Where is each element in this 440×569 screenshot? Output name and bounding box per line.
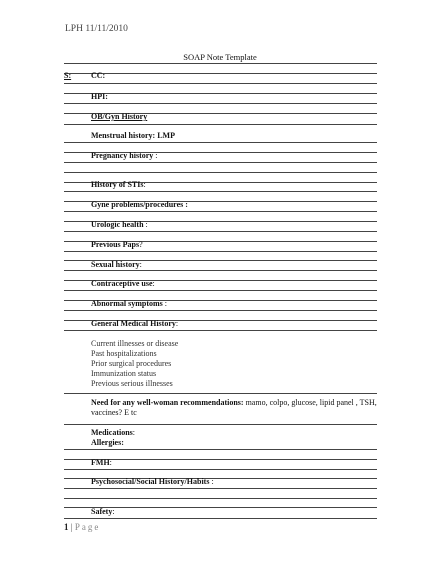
rule xyxy=(64,191,377,192)
section-marker-subjective: S: xyxy=(64,71,72,80)
field-contraceptive-use xyxy=(91,279,155,289)
document-header: LPH 11/11/2010 xyxy=(65,24,128,34)
field-label: Need for any well-woman recommendations: xyxy=(91,398,244,407)
field-label: Psychosocial/Social History/Habits xyxy=(91,477,210,486)
rule xyxy=(64,63,377,64)
field-label: Menstrual history: LMP xyxy=(91,131,175,140)
rule xyxy=(64,270,377,271)
list-item: Current illnesses or disease xyxy=(91,339,179,348)
field-label: OB/Gyn History xyxy=(91,112,148,121)
field-label: General Medical History xyxy=(91,319,176,328)
document-title: SOAP Note Template xyxy=(183,52,257,62)
rule xyxy=(64,83,377,84)
field-label: CC: xyxy=(91,71,106,80)
rule xyxy=(64,211,377,212)
field-psychosocial-history xyxy=(91,477,214,487)
field-label: Medications xyxy=(91,428,133,437)
field-label: Safety xyxy=(91,507,113,516)
rule xyxy=(64,498,377,499)
field-previous-paps xyxy=(91,240,143,250)
rule xyxy=(64,73,377,74)
field-well-woman-recommendations xyxy=(91,398,381,418)
field-suffix: : xyxy=(132,428,136,437)
field-urologic-health xyxy=(91,220,148,230)
list-item: Previous serious illnesses xyxy=(91,379,173,388)
field-suffix: : xyxy=(139,260,142,269)
rule xyxy=(64,310,377,311)
rule xyxy=(64,93,377,94)
field-sexual-history xyxy=(91,260,142,270)
field-allergies xyxy=(91,438,124,448)
page-separator: | xyxy=(68,522,75,532)
rule xyxy=(64,231,377,232)
rule xyxy=(64,124,377,125)
page-footer xyxy=(64,522,100,532)
rule xyxy=(64,103,377,104)
rule xyxy=(64,290,377,291)
field-suffix: : xyxy=(109,458,112,467)
field-label: Abnormal symptoms xyxy=(91,299,163,308)
field-hpi xyxy=(91,92,108,102)
rule xyxy=(64,330,377,331)
field-safety xyxy=(91,507,115,517)
rule xyxy=(64,172,377,173)
rule xyxy=(64,449,377,450)
field-label: HPI: xyxy=(91,92,108,101)
list-item: Prior surgical procedures xyxy=(91,359,172,368)
rule xyxy=(64,518,377,519)
field-value: mamo, colpo, glucose, lipid panel , TSH, vaccines? E tc xyxy=(91,398,377,417)
field-suffix: : xyxy=(143,220,148,229)
field-label: Sexual history xyxy=(91,260,140,269)
field-medications xyxy=(91,428,135,438)
page-number: 1 xyxy=(64,522,69,532)
field-menstrual-history xyxy=(91,131,175,141)
rule xyxy=(64,469,377,470)
field-label: Urologic health xyxy=(91,220,144,229)
field-suffix: : xyxy=(143,180,146,189)
field-label: Allergies: xyxy=(91,438,124,447)
field-suffix: : xyxy=(152,279,155,288)
rule xyxy=(64,142,377,143)
field-label: Gyne problems/procedures : xyxy=(91,200,188,209)
field-label: History of STIs xyxy=(91,180,144,189)
rule xyxy=(64,251,377,252)
field-suffix: ? xyxy=(139,240,143,249)
field-suffix: : xyxy=(209,477,214,486)
field-suffix: : xyxy=(112,507,115,516)
field-general-medical-history xyxy=(91,319,178,329)
field-fmh xyxy=(91,458,112,468)
field-gyne-problems xyxy=(91,200,188,210)
page-word: Page xyxy=(74,522,101,532)
field-suffix: : xyxy=(153,151,158,160)
list-item: Past hospitalizations xyxy=(91,349,157,358)
rule xyxy=(64,162,377,163)
field-obgyn-history xyxy=(91,112,147,122)
field-cc xyxy=(91,71,105,81)
field-label: Contraceptive use xyxy=(91,279,153,288)
list-item: Immunization status xyxy=(91,369,157,378)
field-pregnancy-history xyxy=(91,151,158,161)
rule xyxy=(64,424,377,425)
field-label: FMH xyxy=(91,458,110,467)
field-label: Pregnancy history xyxy=(91,151,154,160)
rule xyxy=(64,393,377,394)
field-abnormal-symptoms xyxy=(91,299,167,309)
rule xyxy=(64,488,377,489)
field-history-of-stis xyxy=(91,180,146,190)
field-label: Previous Paps xyxy=(91,240,140,249)
field-suffix: : xyxy=(175,319,179,328)
field-suffix: : xyxy=(162,299,168,308)
